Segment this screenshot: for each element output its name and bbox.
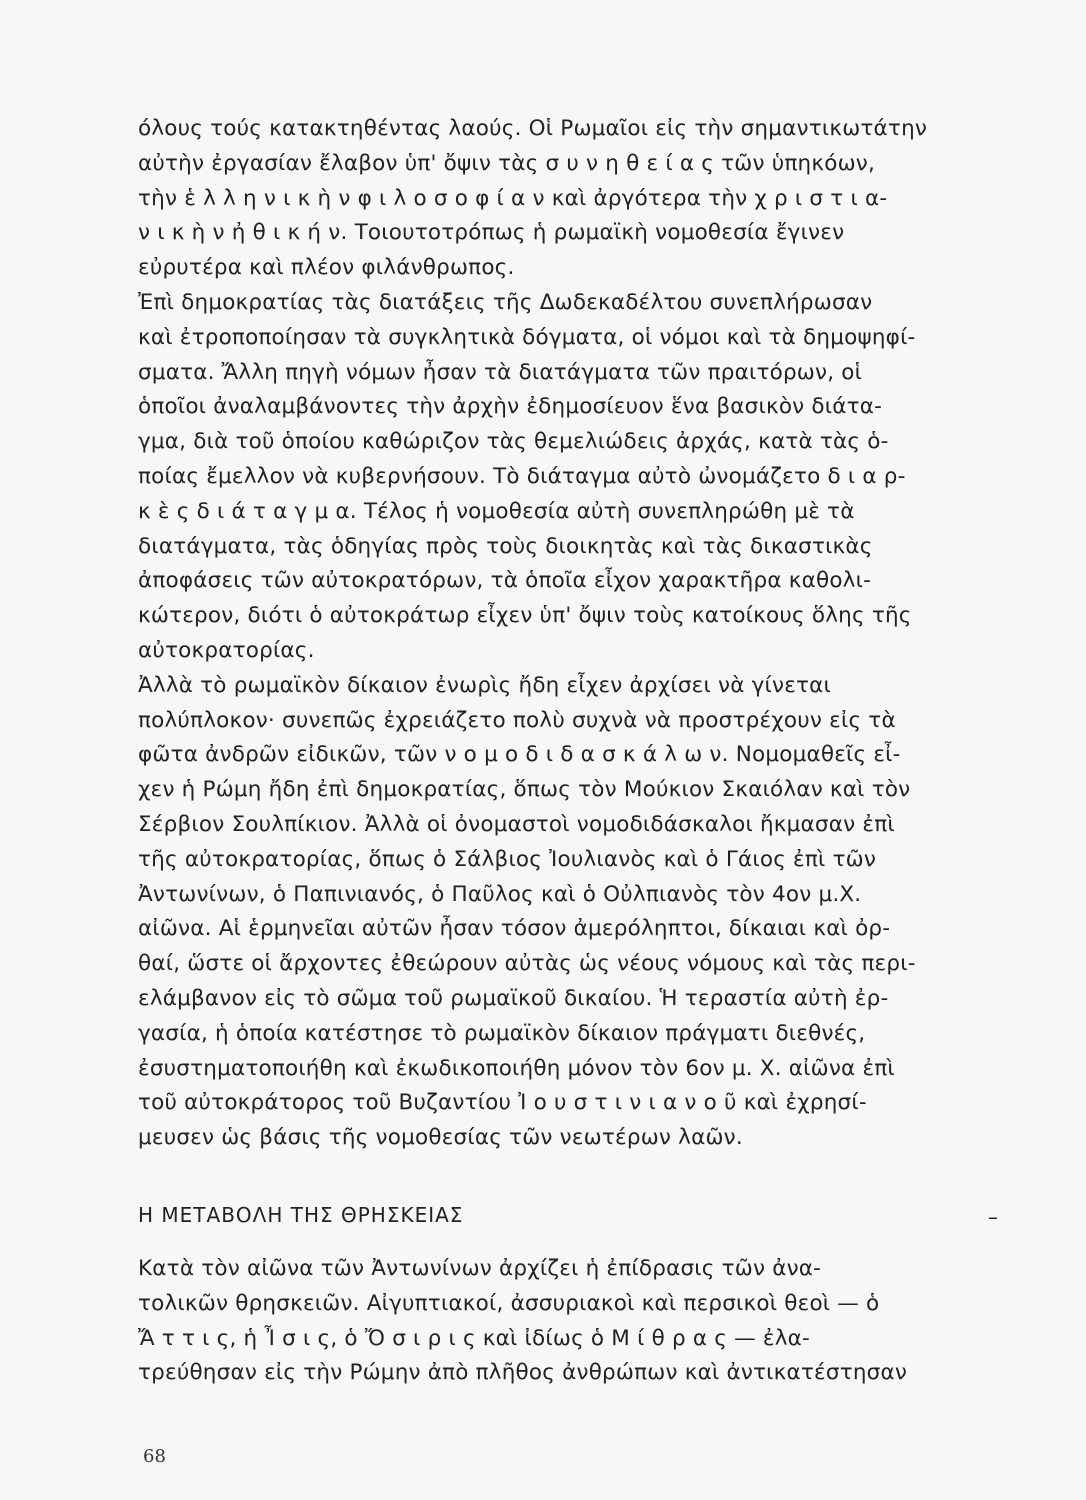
section-heading: Η ΜΕΤΑΒΟΛΗ ΤΗΣ ΘΡΗΣΚΕΙΑΣ [138,1203,464,1227]
text-line: πολύπλοκον· συνεπῶς ἐχρειάζετο πολὺ συχνὰ νὰ προστρέχουν εἰς τὰ [138,707,896,733]
text-line: τοῦ αὐτοκράτορος τοῦ Βυζαντίου Ἰ ο υ σ τ ι ν ι α ν ο ῦ καὶ ἐχρησί- [138,1090,867,1116]
text-line: ἐσυστηματοποιήθη καὶ ἐκωδικοποιήθη μόνον τὸν 6ον μ. Χ. αἰῶνα ἐπὶ [138,1055,895,1081]
text-line: καὶ ἐτροποποίησαν τὰ συγκλητικὰ δόγματα, οἱ νόμοι καὶ τὰ δημοψηφί- [138,324,916,350]
text-line: αἰῶνα. Αἱ ἑρμηνεῖαι αὐτῶν ἦσαν τόσον ἀμερόληπτοι, δίκαιαι καὶ ὀρ- [138,916,891,942]
text-line: όλους τούς κατακτηθέντας λαούς. Οἱ Ρωμαῖοι εἰς τὴν σημαντικωτάτην [138,116,928,141]
text-line: Ἄ τ τ ι ς, ἡ Ἶ σ ι ς, ὁ Ὄ σ ι ρ ι ς καὶ ἰδίως ὁ Μ ί θ ρ α ς — ἐλα- [138,1325,810,1351]
text-line: ν ι κ ὴ ν ἠ θ ι κ ή ν. Τοιουτοτρόπως ἡ ρωμαϊκὴ νομοθεσία ἔγινεν [138,220,845,246]
text-line: σματα. Ἄλλη πηγὴ νόμων ἦσαν τὰ διατάγματα τῶν πραιτόρων, οἱ [138,359,863,385]
text-line: αὐτὴν ἐργασίαν ἔλαβον ὑπ' ὄψιν τὰς σ υ ν η θ ε ί α ς τῶν ὑπηκόων, [138,150,876,176]
text-line: τρεύθησαν εἰς τὴν Ρώμην ἀπὸ πλῆθος ἀνθρώπων καὶ ἀντικατέστησαν [138,1360,908,1386]
text-line: τολικῶν θρησκειῶν. Αἰγυπτιακοί, ἀσσυριακοὶ καὶ περσικοὶ θεοὶ — ὁ [138,1290,880,1316]
text-line: τῆς αὐτοκρατορίας, ὅπως ὁ Σάλβιος Ἰουλιανὸς καὶ ὁ Γάιος ἐπὶ τῶν [138,846,877,872]
text-line: ελάμβανον εἰς τὸ σῶμα τοῦ ρωμαϊκοῦ δικαίου. Ἡ τεραστία αὐτὴ ἐρ- [138,985,889,1011]
text-line: ὁποῖοι ἀναλαμβάνοντες τὴν ἀρχὴν ἐδημοσίευον ἕνα βασικὸν διάτα- [138,394,883,420]
text-line: κ ὲ ς δ ι ά τ α γ μ α. Τέλος ἡ νομοθεσία αὐτὴ συνεπληρώθη μὲ τὰ [138,498,855,524]
text-line: γμα, διὰ τοῦ ὁποίου καθώριζον τὰς θεμελιώδεις ἀρχάς, κατὰ τὰς ὁ- [138,429,889,455]
text-line: ποίας ἔμελλον νὰ κυβερνήσουν. Τὸ διάταγμα αὐτὸ ὠνομάζετο δ ι α ρ- [138,463,906,489]
text-line: διατάγματα, τὰς ὁδηγίας πρὸς τοὺς διοικητὰς καὶ τὰς δικαστικὰς [138,533,873,559]
text-line: εὐρυτέρα καὶ πλέον φιλάνθρωπος. [138,255,515,281]
text-line: Ἐπὶ δημοκρατίας τὰς διατάξεις τῆς Δωδεκαδέλτου συνεπλήρωσαν [138,289,873,315]
text-line: Σέρβιον Σουλπίκιον. Ἀλλὰ οἱ ὀνομαστοὶ νομοδιδάσκαλοι ἤκμασαν ἐπὶ [138,811,895,837]
text-line: χεν ἡ Ρώμη ἤδη ἐπὶ δημοκρατίας, ὅπως τὸν Μούκιον Σκαιόλαν καὶ τὸν [138,777,911,803]
text-line: κώτερον, διότι ὁ αὐτοκράτωρ εἶχεν ὑπ' ὄψιν τοὺς κατοίκους ὅλης τῆς [138,603,912,629]
section-text [138,1252,1010,1391]
text-line: Ἀντωνίνων, ὁ Παπινιανός, ὁ Παῦλος καὶ ὁ Οὐλπιανὸς τὸν 4ον μ.Χ. [138,881,862,907]
text-line: αὐτοκρατορίας. [138,637,315,663]
text-line: γασία, ἡ ὁποία κατέστησε τὸ ρωμαϊκὸν δίκαιον πράγματι διεθνές, [138,1020,866,1046]
heading-dash: – [988,1205,998,1229]
body-text [138,112,1010,1156]
text-line: Κατὰ τὸν αἰῶνα τῶν Ἀντωνίνων ἀρχίζει ἡ ἐπίδρασις τῶν ἀνα- [138,1256,822,1281]
text-line: ἀποφάσεις τῶν αὐτοκρατόρων, τὰ ὁποῖα εἶχον χαρακτῆρα καθολι- [138,568,872,594]
text-line: θαί, ὥστε οἱ ἄρχοντες ἐθεώρουν αὐτὰς ὡς νέους νόμους καὶ τὰς περι- [138,951,916,977]
text-line: τὴν ἑ λ λ η ν ι κ ὴ ν φ ι λ ο σ ο φ ί α ν καὶ ἀργότερα τὴν χ ρ ι σ τ ι α- [138,185,888,211]
text-line: μευσεν ὡς βάσις τῆς νομοθεσίας τῶν νεωτέρων λαῶν. [138,1125,743,1151]
page-number: 68 [143,1446,166,1467]
text-line: Ἀλλὰ τὸ ρωμαϊκὸν δίκαιον ἐνωρὶς ἤδη εἶχεν ἀρχίσει νὰ γίνεται [138,672,832,698]
text-line: φῶτα ἀνδρῶν εἰδικῶν, τῶν ν ο μ ο δ ι δ α σ κ ά λ ω ν. Νομομαθεῖς εἶ- [138,742,901,768]
